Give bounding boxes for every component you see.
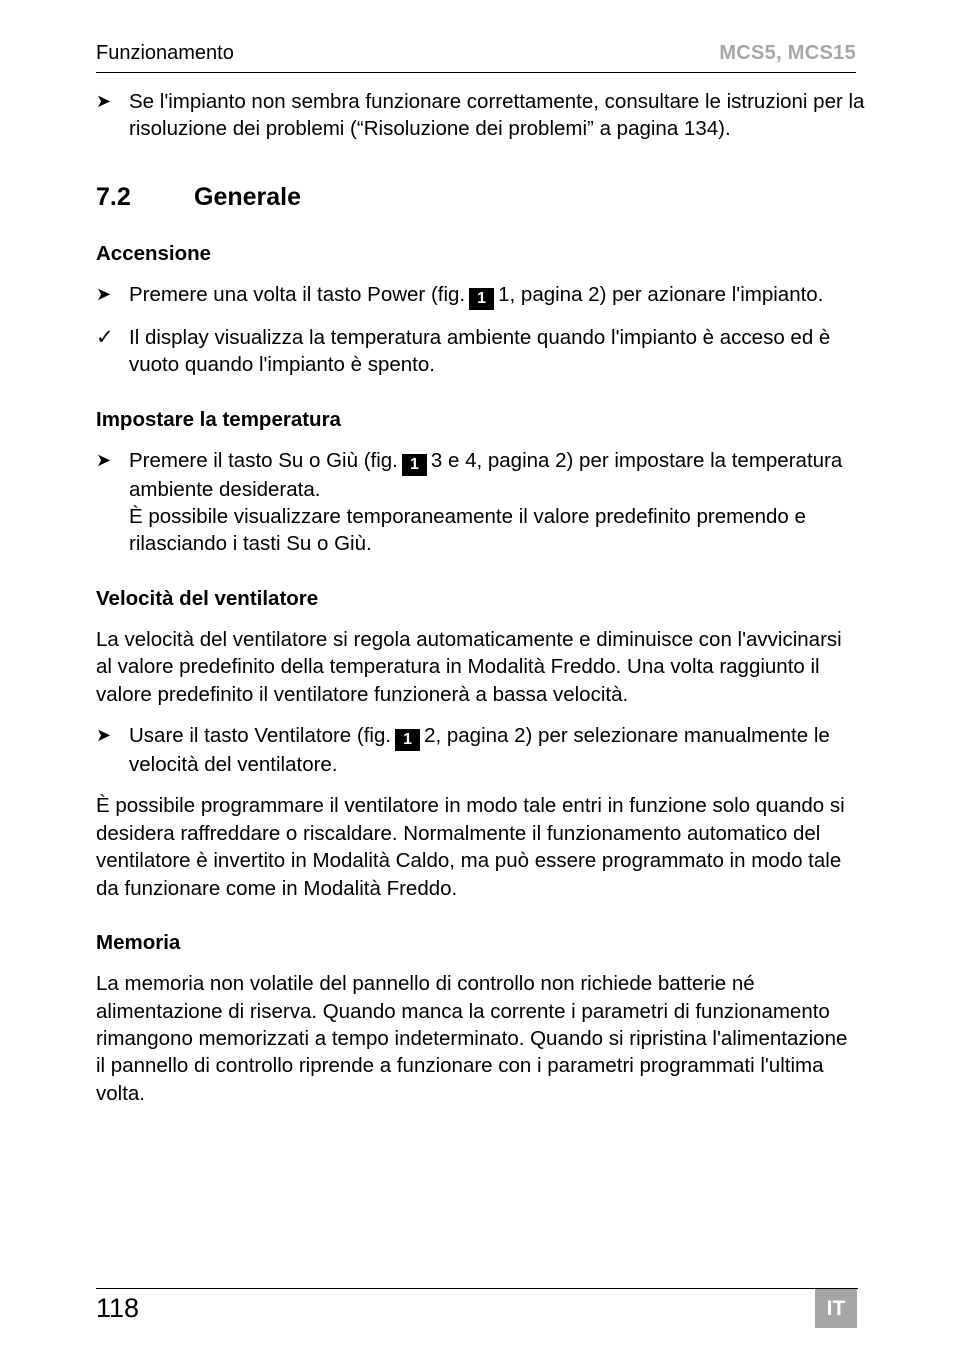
arrow-bullet-icon: ➤ xyxy=(96,725,112,746)
section-number: 7.2 xyxy=(96,182,131,211)
temperatura-note: È possibile visualizzare temporaneamente il valore predefinito premendo e rilasciando i tasti Su o Giù. xyxy=(129,505,806,556)
header-model: MCS5, MCS15 xyxy=(719,42,856,64)
heading-memoria: Memoria xyxy=(96,931,181,955)
temperatura-step-text: Premere il tasto Su o Giù (fig. xyxy=(129,448,398,472)
header-section: Funzionamento xyxy=(96,42,234,64)
ventilatore-para2: È possibile programmare il ventilatore in modo tale entri in funzione solo quando si desidera raffreddare o riscaldare. Normalmente il funzionamento automatico del ventilatore è invertito in Modalità Caldo, ma può essere programmato in modo tale da funzionare come in Modalità Freddo. xyxy=(96,794,845,900)
page-number: 118 xyxy=(96,1293,140,1323)
intro-step xyxy=(96,88,874,143)
arrow-bullet-icon: ➤ xyxy=(96,283,112,304)
heading-ventilatore: Velocità del ventilatore xyxy=(96,586,319,610)
accensione-step-text-after: 1, pagina 2) per azionare l'impianto. xyxy=(498,282,824,306)
arrow-bullet-icon: ➤ xyxy=(96,91,112,111)
ventilatore-step xyxy=(96,722,869,778)
figure-ref-badge: 1 xyxy=(395,729,420,751)
accensione-step-text: Premere una volta il tasto Power (fig. xyxy=(129,282,466,306)
temperatura-step-text-after: 3 e 4, pagina 2) per impostare la temperatura ambiente desiderata. xyxy=(129,448,843,501)
check-icon: ✓ xyxy=(96,325,114,349)
memoria-para: La memoria non volatile del pannello di controllo non richiede batterie né alimentazione di riserva. Quando manca la corrente i parametri di funzionamento rimangono memorizzati a tempo indeterminato. Quando si ripristina l'alimentazione il pannello di controllo riprende a funzionare con i parametri programmati l'ultima volta. xyxy=(96,972,848,1105)
section-heading xyxy=(96,182,858,212)
temperatura-step xyxy=(96,447,881,558)
accensione-result xyxy=(96,324,858,379)
ventilatore-step-text-after: 2, pagina 2) per selezionare manualmente le velocità del ventilatore. xyxy=(129,724,830,777)
heading-accensione: Accensione xyxy=(96,241,212,265)
footer-rule xyxy=(96,1288,858,1289)
ventilatore-step-text: Usare il tasto Ventilatore (fig. xyxy=(129,724,392,748)
intro-text: Se l'impianto non sembra funzionare correttamente, consultare le istruzioni per la risoluzione dei problemi (“Risoluzione dei problemi” a pagina 134). xyxy=(129,90,865,141)
ventilatore-para1: La velocità del ventilatore si regola automaticamente e diminuisce con l'avvicinarsi al valore predefinito della temperatura in Modalità Freddo. Una volta raggiunto il valore predefinito il ventilatore funzionerà a bassa velocità. xyxy=(96,627,842,706)
page-content xyxy=(96,88,865,1107)
heading-temperatura: Impostare la temperatura xyxy=(96,407,341,431)
language-badge: IT xyxy=(815,1289,857,1328)
figure-ref-badge: 1 xyxy=(469,288,494,310)
accensione-result-text: Il display visualizza la temperatura ambiente quando l'impianto è acceso ed è vuoto quando l'impianto è spento. xyxy=(129,325,831,377)
arrow-bullet-icon: ➤ xyxy=(96,449,112,470)
page-header xyxy=(96,40,856,73)
figure-ref-badge: 1 xyxy=(402,454,427,476)
accensione-step xyxy=(96,281,877,310)
section-title: Generale xyxy=(194,182,302,211)
